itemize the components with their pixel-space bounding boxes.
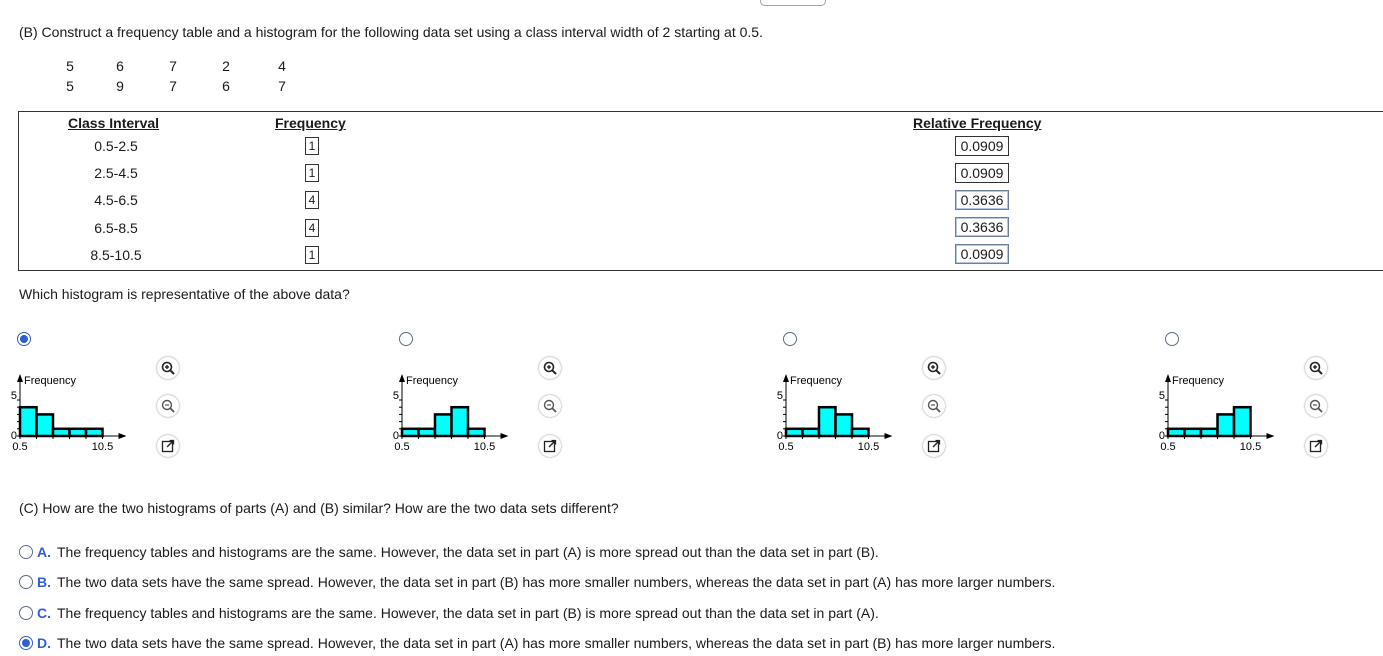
part-c-option-a[interactable] [19, 544, 879, 560]
expand-button[interactable] [157, 435, 179, 457]
radio-button-selected[interactable] [19, 636, 33, 650]
zoom-out-icon [927, 399, 941, 413]
histogram-bar [452, 407, 469, 436]
relative-frequency-input[interactable]: 0.0909 [955, 163, 1009, 183]
histogram-bar [819, 407, 836, 436]
data-value: 2 [222, 58, 230, 74]
zoom-out-button[interactable] [539, 395, 561, 417]
zoom-out-icon [1309, 399, 1323, 413]
zoom-in-button[interactable] [539, 357, 561, 379]
histogram-chart [387, 370, 537, 460]
histogram-chart [1153, 370, 1303, 460]
histogram-bar [70, 429, 87, 436]
x-tick-label: 0.5 [778, 441, 794, 453]
expand-button[interactable] [539, 435, 561, 457]
y-axis-label: Frequency [406, 375, 458, 387]
frequency-table [18, 111, 1383, 271]
histogram-bar [1168, 429, 1185, 436]
data-value: 5 [66, 58, 74, 74]
expand-button[interactable] [923, 435, 945, 457]
expand-icon [927, 439, 941, 453]
question-text: (B) Construct a frequency table and a histogram for the following data set using a class interval width of 2 starting at 0.5. [19, 24, 763, 40]
x-axis-arrow [501, 433, 509, 439]
frequency-input[interactable]: 4 [305, 191, 319, 209]
zoom-out-icon [543, 399, 557, 413]
class-interval-cell: 8.5-10.5 [90, 247, 142, 263]
data-value: 7 [278, 78, 286, 94]
data-value: 5 [66, 78, 74, 94]
y-axis-label: Frequency [790, 375, 842, 387]
zoom-out-button[interactable] [157, 395, 179, 417]
header-class-interval: Class Interval [68, 115, 160, 131]
zoom-out-button[interactable] [1305, 395, 1327, 417]
option-letter: D. [37, 635, 51, 651]
header-relative-frequency: Relative Frequency [913, 115, 1042, 131]
histogram-bar [86, 429, 103, 436]
radio-button[interactable] [19, 606, 33, 620]
zoom-in-button[interactable] [923, 357, 945, 379]
expand-icon [161, 439, 175, 453]
class-interval-cell: 6.5-8.5 [94, 220, 138, 236]
class-interval-cell: 4.5-6.5 [94, 192, 138, 208]
data-value: 7 [169, 78, 177, 94]
histogram-bar [852, 429, 869, 436]
histogram-chart [5, 370, 155, 460]
radio-button[interactable] [19, 575, 33, 589]
zoom-in-icon [927, 361, 941, 375]
y-axis-label: Frequency [24, 375, 76, 387]
histogram-bar [20, 407, 37, 436]
relative-frequency-input[interactable]: 0.3636 [955, 190, 1009, 210]
relative-frequency-input[interactable]: 0.3636 [955, 217, 1009, 237]
y-tick-label: 0 [776, 430, 783, 442]
x-tick-label: 10.5 [91, 441, 114, 453]
part-c-option-d[interactable] [19, 635, 1055, 651]
x-axis-arrow [119, 433, 127, 439]
header-frequency: Frequency [275, 115, 346, 131]
data-value: 7 [169, 58, 177, 74]
x-tick-label: 0.5 [12, 441, 28, 453]
option-letter: B. [37, 574, 51, 590]
histogram-option-radio[interactable] [399, 332, 413, 346]
option-text: The two data sets have the same spread. However, the data set in part (A) has more smaller numbers, whereas the data set in part (B) has more larger numbers. [57, 635, 1056, 651]
option-letter: C. [37, 605, 51, 621]
part-c-option-b[interactable] [19, 574, 1055, 590]
x-axis-arrow [885, 433, 893, 439]
y-axis-arrow [17, 374, 23, 382]
y-axis-arrow [399, 374, 405, 382]
x-tick-label: 10.5 [1239, 441, 1262, 453]
histogram-prompt: Which histogram is representative of the above data? [19, 286, 350, 302]
x-tick-label: 10.5 [473, 441, 496, 453]
histogram-bar [1218, 414, 1235, 436]
histogram-bar [53, 429, 70, 436]
y-tick-label: 5 [10, 390, 17, 402]
class-interval-cell: 2.5-4.5 [94, 165, 138, 181]
zoom-in-button[interactable] [157, 357, 179, 379]
histogram-bar [786, 429, 803, 436]
data-value: 9 [116, 78, 124, 94]
data-value: 4 [278, 58, 286, 74]
relative-frequency-input[interactable]: 0.0909 [955, 136, 1009, 156]
data-value: 6 [222, 78, 230, 94]
data-value: 6 [116, 58, 124, 74]
option-letter: A. [37, 544, 51, 560]
zoom-out-icon [161, 399, 175, 413]
zoom-in-icon [161, 361, 175, 375]
x-tick-label: 10.5 [857, 441, 880, 453]
zoom-in-icon [1309, 361, 1323, 375]
y-tick-label: 0 [10, 430, 17, 442]
expand-icon [543, 439, 557, 453]
x-tick-label: 0.5 [394, 441, 410, 453]
part-c-option-c[interactable] [19, 605, 879, 621]
histogram-bar [836, 414, 853, 436]
option-text: The frequency tables and histograms are the same. However, the data set in part (B) is more spread out than the data set in part (A). [57, 605, 879, 621]
part-c-question: (C) How are the two histograms of parts (A) and (B) similar? How are the two data sets different? [19, 500, 619, 516]
histogram-bar [37, 414, 54, 436]
histogram-bar [468, 429, 485, 436]
frequency-input[interactable]: 1 [305, 137, 319, 155]
x-axis-arrow [1267, 433, 1275, 439]
histogram-option-radio[interactable] [783, 332, 797, 346]
y-axis-arrow [783, 374, 789, 382]
y-tick-label: 5 [776, 390, 783, 402]
option-text: The two data sets have the same spread. However, the data set in part (B) has more smaller numbers, whereas the data set in part (A) has more larger numbers. [57, 574, 1056, 590]
expand-icon [1309, 439, 1323, 453]
collapsed-toolbar-handle[interactable] [760, 0, 826, 6]
relative-frequency-input[interactable]: 0.0909 [955, 244, 1009, 264]
y-tick-label: 0 [392, 430, 399, 442]
frequency-input[interactable]: 1 [305, 164, 319, 182]
y-tick-label: 5 [1158, 390, 1165, 402]
histogram-option-radio[interactable] [1165, 332, 1179, 346]
x-tick-label: 0.5 [1160, 441, 1176, 453]
histogram-bar [1185, 429, 1202, 436]
frequency-input[interactable]: 1 [305, 246, 319, 264]
zoom-in-button[interactable] [1305, 357, 1327, 379]
class-interval-cell: 0.5-2.5 [94, 138, 138, 154]
histogram-bar [435, 414, 452, 436]
histogram-bar [803, 429, 820, 436]
option-text: The frequency tables and histograms are the same. However, the data set in part (A) is more spread out than the data set in part (B). [57, 544, 879, 560]
histogram-bar [1234, 407, 1251, 436]
radio-button[interactable] [19, 545, 33, 559]
y-axis-label: Frequency [1172, 375, 1224, 387]
histogram-chart [771, 370, 921, 460]
y-tick-label: 5 [392, 390, 399, 402]
zoom-in-icon [543, 361, 557, 375]
frequency-input[interactable]: 4 [305, 219, 319, 237]
histogram-option-radio[interactable] [17, 332, 31, 346]
histogram-bar [419, 429, 436, 436]
y-axis-arrow [1165, 374, 1171, 382]
zoom-out-button[interactable] [923, 395, 945, 417]
y-tick-label: 0 [1158, 430, 1165, 442]
histogram-bar [402, 429, 419, 436]
histogram-bar [1201, 429, 1218, 436]
expand-button[interactable] [1305, 435, 1327, 457]
